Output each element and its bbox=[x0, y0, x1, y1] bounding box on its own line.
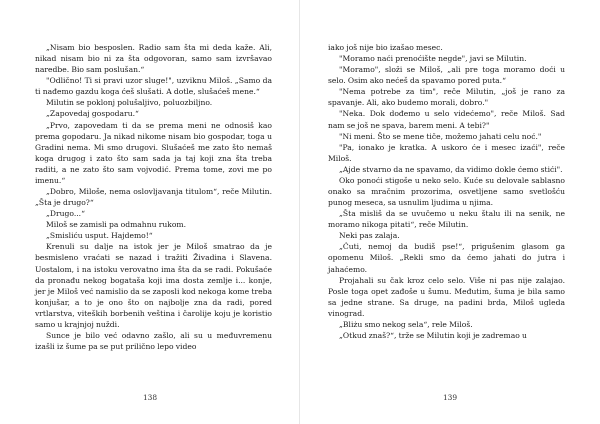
paragraph: „Prvo, zapovedam ti da se prema meni ne odnosiš kao prema gopodaru. Ja nikad nikome nisam bio gospodar, toga u Gradini nema. Mi smo drugovi. Slušaćeš me zato što nemaš koga drugog i zato što sam sada ja taj koji zna šta treba raditi, a ne zato što sam vojvodić. Prema tome, zovi me po imenu.“ bbox=[35, 120, 272, 185]
paragraph: "Odlično! Ti si pravi uzor sluge!", uzviknu Miloš. „Samo da ti nađemo gazdu koga ćeš slušati. A dotle, slušaćeš mene.“ bbox=[35, 76, 272, 97]
paragraph: "Pa, ionako je kratka. A uskoro će i mesec izaći", reče Miloš. bbox=[328, 142, 565, 163]
paragraph: "Neka. Dok dođemo u selo videćemo", reče Miloš. Sad nam se još ne spava, barem meni. A tebi?" bbox=[328, 109, 565, 130]
paragraph: „Bliżu smo nekog sela“, rele Miloš. bbox=[339, 319, 473, 329]
right-page-text bbox=[328, 42, 565, 341]
paragraph: "Moramo", složi se Miloš, „ali pre toga moramo doći u selo. Osim ako nećeš da spavamo pored puta.“ bbox=[328, 65, 565, 86]
paragraph: Projahali su čak kroz celo selo. Više ni pas nije zalajao. Posle toga opet zađoše u šumu. Međutim, šuma je bila samo sa jedne strane. Sa druge, na padini brda, Miloš ugleda vinograd. bbox=[328, 275, 565, 318]
paragraph: Krenuli su dalje na istok jer je Miloš smatrao da je besmisleno vraćati se nazad i tražiti Živadina i Slavena. Uostalom, i na istoku verovatno ima šta da se radi. Pokušaće da pronađu nekog bogataša koji ima dosta zemlje i... konje, jer je Miloš već namislio da se zaposli kod nekoga kome treba konjušar, a to je ono što on najbolje zna da radi, pored vrtlarstva, viteških borbenih veština i čarolije koju je koristio samo u krajnjoj nuždi. bbox=[35, 242, 272, 329]
paragraph: „Ćuti, nemoj da budiš pse!“, prigušenim glasom ga opomenu Miloš. „Rekli smo da ćemo jahati do jutra i jahaćemo. bbox=[328, 242, 565, 274]
paragraph: „Dobro, Miloše, nema oslovljavanja titulom“, reče Milutin. „Šta je drugo?“ bbox=[35, 187, 272, 208]
paragraph: „Nisam bio besposlen. Radio sam šta mi deda kaže. Ali, nikad nisam bio ni za šta odgovoran, samo sam izvršavao naredbe. Bio sam poslušan.“ bbox=[35, 43, 272, 75]
paragraph: Oko ponoći stigoše u neko selo. Kuće su delovale sablasno onako sa mračnim prozorima, osvetljene samo svetlošću punog meseca, sa usnulim ljudima u njima. bbox=[328, 175, 565, 208]
paragraph: „Otkud znaš?“, trže se Milutin koji je zadremao u bbox=[339, 331, 527, 341]
page-number-left: 138 bbox=[142, 393, 158, 402]
paragraph: Miloš se zamisli pa odmahnu rukom. bbox=[46, 220, 187, 230]
paragraph: Neki pas zalaja. bbox=[339, 231, 400, 241]
page-number-right: 139 bbox=[442, 393, 458, 402]
paragraph: „Ajde stvarno da ne spavamo, da vidimo dokle ćemo stići". bbox=[339, 164, 563, 174]
paragraph: „Drugo...“ bbox=[46, 209, 85, 219]
paragraph: Sunce je bilo već odavno zašlo, ali su u međuvremenu izašli iz šume pa se put prilično lepo video bbox=[35, 331, 272, 352]
paragraph: „Zapovedaj gospodaru.“ bbox=[46, 109, 139, 119]
paragraph: „Smisliću usput. Hajdemo!“ bbox=[46, 231, 153, 241]
paragraph: „Šta misliš da se uvučemo u neku štalu ili na senik, ne moramo nikoga pitati“, reče Milutin. bbox=[328, 209, 565, 230]
paragraph: "Moramo naći prenoćište negde", javi se Milutin. bbox=[339, 54, 527, 64]
right-page bbox=[300, 0, 600, 424]
paragraph: iako još nije bio izašao mesec. bbox=[328, 43, 443, 52]
paragraph: "Nema potrebe za tim", reče Milutin, „još je rano za spavanje. Ali, ako budemo morali, dobro." bbox=[328, 87, 565, 108]
left-page-text bbox=[35, 42, 272, 352]
paragraph: "Ni meni. Što se mene tiče, možemo jahati celu noć." bbox=[339, 131, 542, 141]
paragraph: Milutin se poklonj polušaljivo, poluozbiljno. bbox=[46, 98, 213, 108]
